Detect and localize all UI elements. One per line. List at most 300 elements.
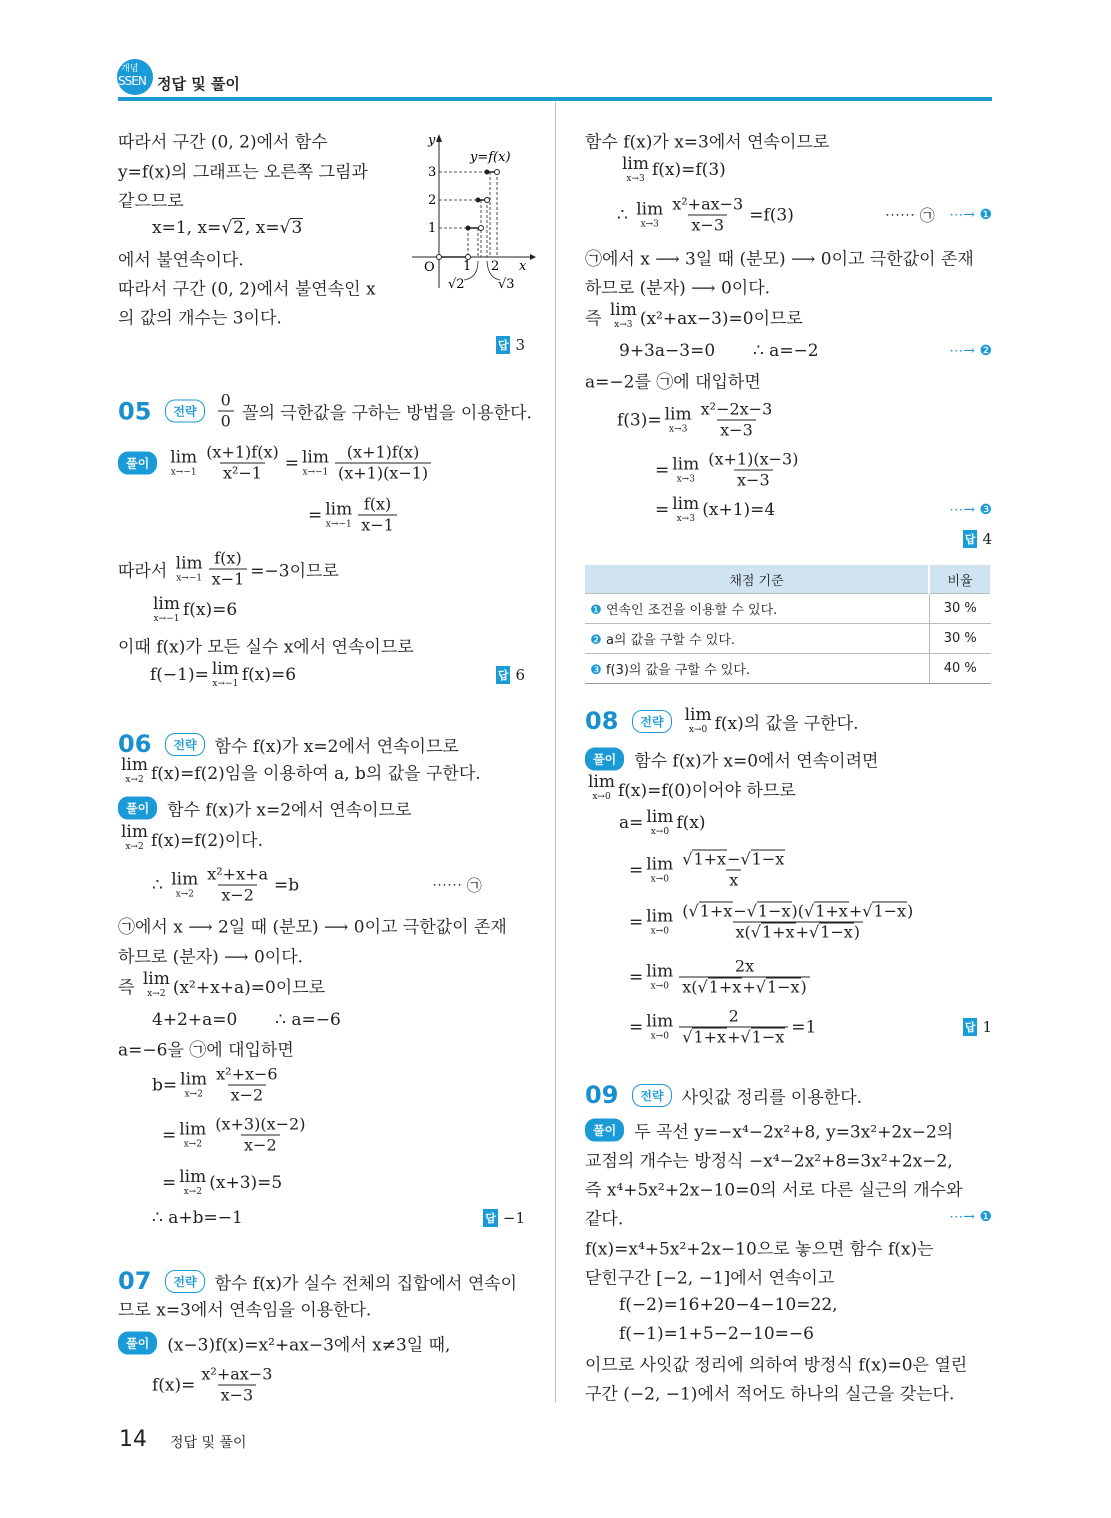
limit [646,809,673,837]
fraction [209,549,248,590]
denominator [679,977,810,998]
lim-label: lim [121,755,148,775]
radical-sign: √ [804,901,815,921]
text: f(−2)=16+20−4−10=22, [619,1295,838,1315]
lim-subscript: x→2 [147,989,166,999]
text-line [617,400,778,441]
radical-sign: √ [862,901,873,921]
text-line [585,1380,954,1405]
text: f(x)=f(3) [652,160,726,180]
text: (x+1)f(x) [346,442,420,462]
math-group [682,902,913,922]
x-tick: 1 [463,259,472,274]
text: = [655,500,670,520]
text: 4+2+a=0 ∴ a=−6 [152,1010,341,1030]
text: 하므로 (분자) ⟶ 0이다. [585,278,771,299]
limit [302,449,329,477]
step-marker-icon: ⋯→ ❷ [949,343,992,359]
table-row [585,654,991,684]
fraction [679,957,810,998]
answer-badge: 답 [496,666,511,684]
lim-label: lim [301,447,329,467]
text: f(x)=x⁴+5x²+2x−10으로 놓으면 함수 f(x)는 [585,1239,934,1260]
problem-number: 08 [585,707,619,735]
text: + [848,901,863,921]
x-tick: 2 [491,259,500,274]
text: f(x)의 값을 구한다. [714,713,859,734]
text-line [152,1365,278,1406]
lim-label: lim [684,705,712,725]
text-line [619,341,819,361]
numerator [726,1007,742,1027]
strategy-badge: 전략 [165,733,204,756]
text-line [152,218,303,238]
numerator [212,1115,308,1135]
radicand: 2 [233,218,244,238]
limit [143,971,170,999]
text-line [118,246,244,271]
text: b= [152,1075,178,1095]
text-line [118,275,376,300]
text-line [629,850,791,891]
text: + [795,922,809,942]
step-marker-icon: ⋯→ ❶ [949,207,992,223]
math-group [682,978,807,998]
text-line [585,1118,953,1143]
text: x=1, x= [152,218,222,238]
column-divider [555,102,556,1402]
text: f(x)=f(2)임을 이용하여 a, b의 값을 구한다. [151,763,481,784]
radicand: 1−x [766,977,800,997]
problem-number: 09 [585,1081,619,1109]
text-line [585,1176,963,1201]
table-header: 비율 [929,565,991,594]
lim-label: lim [121,822,148,842]
numerator [679,850,788,870]
problem-header [118,730,459,758]
logo-bottom: SSEN [118,74,146,88]
lim-label: lim [179,1167,207,1187]
square-root [682,1028,727,1048]
text-line [152,865,299,906]
lim-subscript: x→0 [650,981,669,991]
text: x²+x+a [207,864,269,884]
y-axis-label: y [428,133,436,148]
text: =1 [791,1017,817,1037]
limit [646,1013,673,1041]
text: x−3 [737,470,770,490]
radicand: 1+x [708,977,742,997]
lim-label: lim [672,454,700,474]
problem-number: 07 [118,1267,152,1295]
text: + [727,1027,741,1047]
text-line [585,1205,623,1230]
lim-label: lim [588,772,615,792]
numerator [211,549,244,569]
radicand: 1+x [699,901,733,921]
text: = [629,860,644,880]
text: x−1 [211,569,245,589]
limit [665,406,692,434]
square-root [809,923,854,943]
text: 9+3a−3=0 ∴ a=−2 [619,341,819,361]
text: 함수 f(x)가 x=2에서 연속이므로 [167,800,412,821]
text: ( [682,901,689,921]
text-line [118,1296,371,1321]
text: + [742,977,756,997]
lim-label: lim [179,1119,207,1139]
text: (x²+x+a)=0이므로 [172,977,326,998]
text: = [629,967,644,987]
text: x²+ax−3 [672,194,744,214]
text-line [118,187,184,212]
limit [636,201,663,229]
lim-subscript: x→0 [592,792,611,802]
denominator [218,1385,257,1406]
radical-sign: √ [746,901,757,921]
page-number: 14 [119,1427,147,1452]
denominator [679,1027,788,1048]
text: x²−1 [222,463,262,483]
y-tick: 3 [428,165,437,180]
text: 교점의 개수는 방정식 −x⁴−2x²+8=3x²+2x−2, [585,1151,953,1172]
text: x²+ax−3 [201,1364,273,1384]
text-line [118,913,507,938]
text-line [585,1235,934,1260]
step-number-icon: ❶ [590,603,602,618]
fraction [679,1007,788,1048]
text: =f(3) [749,205,794,225]
text-line [617,195,794,236]
text: 0 [220,390,231,410]
text-line [585,1351,967,1376]
numerator [203,443,282,463]
text: f(x) [363,494,392,514]
radicand: 1+x [815,901,848,921]
radicand: 1−x [820,922,853,942]
lim-label: lim [646,807,674,827]
grading-criteria-table [585,565,992,684]
lim-subscript: x→−1 [153,614,180,624]
text: 따라서 [118,561,173,582]
limit [153,596,180,624]
table-row [585,594,991,624]
lim-label: lim [325,499,353,519]
square-root [747,902,792,922]
text: ㉠에서 x ⟶ 2일 때 (분모) ⟶ 0이고 극한값이 존재 [118,917,507,938]
answer-badge: 답 [963,530,978,548]
radicand: 1−x [751,849,785,869]
text-line [619,809,706,837]
text: = [284,453,299,473]
radical-sign: √ [740,849,751,869]
radicand: 1+x [693,1027,727,1047]
lim-label: lim [646,1011,674,1031]
limit [646,963,673,991]
strategy-badge: 전략 [632,710,671,733]
answer-badge: 답 [483,1209,498,1227]
fraction [198,1365,275,1406]
lim-subscript: x→0 [650,874,669,884]
denominator [734,470,773,491]
numerator [698,400,776,420]
square-root [221,218,245,238]
text: 2x [734,956,755,976]
radicand: 1−x [757,901,791,921]
text-line [118,1331,450,1356]
text: 즉 [118,977,140,998]
lim-subscript: x→3 [640,219,659,229]
text: 따라서 구간 (0, 2)에서 불연속인 x [118,279,376,300]
lim-subscript: x→−1 [325,519,352,529]
limit [325,501,352,529]
text: 즉 [585,308,607,329]
denominator [688,215,727,236]
text: (x+3)(x−2) [215,1114,306,1134]
text-line [585,245,974,270]
strategy-badge: 전략 [632,1084,671,1107]
square-root [862,902,907,922]
radical-sign: √ [279,218,291,238]
text: 함수 f(x)가 x=3에서 연속이므로 [585,132,830,153]
lim-label: lim [171,869,199,889]
limit [610,302,637,330]
text: ㉠에서 x ⟶ 3일 때 (분모) ⟶ 0이고 극한값이 존재 [585,249,974,270]
answer [496,336,525,354]
text: x( [735,922,751,942]
square-root [698,978,743,998]
text-line [118,796,411,821]
fraction [679,850,788,891]
limit [171,871,198,899]
text: y=f(x)의 그래프는 오른쪽 그림과 [118,162,368,183]
limit [170,449,197,477]
text-line [585,274,770,299]
lim-label: lim [211,659,239,679]
text-line [152,1065,284,1106]
text: = [655,460,670,480]
text: 닫힌구간 [−2, −1]에서 연속이고 [585,1268,835,1289]
text: 므로 x=3에서 연속임을 이용한다. [118,1300,372,1321]
radical-sign: √ [697,977,708,997]
lim-subscript: x→0 [650,827,670,837]
text: (x+1)=4 [702,500,776,520]
text-line [585,302,803,330]
text-line [118,304,282,329]
solution-badge: 풀이 [118,1332,157,1355]
numerator [344,443,423,463]
text: = [162,1125,177,1145]
fraction [679,902,916,943]
ratio-cell: 30 % [929,594,991,624]
text: (x+1)(x−1) [337,463,429,483]
denominator [228,1085,267,1106]
radicand: 1+x [693,849,727,869]
problem-header [585,1081,862,1109]
lim-label: lim [170,447,198,467]
denominator [726,870,741,891]
text: 두 곡선 y=−x⁴−2x²+8, y=3x²+2x−2의 [634,1122,954,1143]
limit [180,1071,207,1099]
limit [179,1169,206,1197]
fraction [218,391,234,432]
text-line [585,128,829,153]
denominator [209,569,248,590]
text: , x= [244,218,280,238]
text: f(x) [214,548,242,568]
logo-top: 개념 [121,64,139,74]
radicand: 1−x [873,901,907,921]
limit [179,1121,206,1149]
lim-subscript: x→0 [650,926,669,936]
limit [622,156,649,184]
text: )( [791,901,805,921]
answer-value: 3 [515,336,525,354]
text-line [585,1147,953,1172]
table-row [585,624,991,654]
text-line [619,1324,814,1344]
numerator [361,495,394,515]
lim-label: lim [153,594,180,614]
problem-number: 06 [118,730,152,758]
text: 에서 불연속이다. [118,250,244,271]
lim-subscript: x→0 [650,1031,669,1041]
radical-sign: √ [682,849,693,869]
problem-header [585,707,858,735]
lim-label: lim [609,300,637,320]
text: x²−2x−3 [700,399,773,419]
fraction [204,865,271,906]
ratio-cell: 40 % [929,654,991,684]
y-tick: 2 [428,193,437,208]
text-line [118,549,339,590]
radical-sign: √ [755,977,766,997]
strategy-badge: 전략 [165,400,204,423]
text: f(x)= [152,1375,196,1395]
denominator [220,463,265,484]
solution-badge: 풀이 [118,797,157,820]
text: =−3이므로 [250,561,339,582]
fraction [335,443,431,484]
text: 함수 f(x)가 실수 전체의 집합에서 연속이 [214,1273,518,1294]
text-line [585,368,761,393]
fraction [213,1065,280,1106]
numerator [213,1065,280,1085]
text: = [629,1017,644,1037]
text: f(3)= [617,410,662,430]
lim-subscript: x→−1 [302,467,329,477]
text: 따라서 구간 (0, 2)에서 함수 [118,132,328,153]
text-line [118,128,328,153]
equation-tag: ⋯⋯ ㉠ [432,876,482,895]
lim-label: lim [646,906,674,926]
answer-badge: 답 [963,1018,978,1036]
answer-badge: 답 [496,336,511,354]
text: ∴ [617,205,634,225]
text-line [152,1010,341,1030]
denominator [241,1135,280,1156]
x-tick-root3: √3 [498,277,515,292]
text: 함수 f(x)가 x=0에서 연속이려면 [634,751,879,772]
square-root [682,850,727,870]
y-tick: 1 [428,221,437,236]
lim-label: lim [646,961,674,981]
text-line [118,943,303,968]
radicand: 3 [291,218,303,238]
lim-subscript: x→2 [125,842,144,852]
fraction [669,195,746,236]
ratio-cell: 30 % [929,624,991,654]
text: a=−2를 ㉠에 대입하면 [585,372,761,393]
text-line [118,443,434,484]
answer [496,666,525,684]
criterion-text: a의 값을 구할 수 있다. [605,633,736,648]
text: 같으므로 [118,191,184,212]
square-root [740,1028,785,1048]
text: ∴ [152,875,169,895]
radicand: 1+x [761,922,795,942]
denominator [358,515,397,536]
text: x−3 [691,215,725,235]
step-marker-icon: ⋯→ ❸ [949,502,992,518]
square-root [804,902,849,922]
lim-subscript: x→2 [125,775,144,785]
answer-value: 6 [515,666,525,684]
denominator [717,420,756,441]
text: 의 값의 개수는 3이다. [118,308,282,329]
text: a=−6을 ㉠에 대입하면 [118,1040,294,1061]
lim-subscript: x→2 [184,1089,203,1099]
text: x−1 [361,515,394,535]
answer [963,530,992,548]
limit [646,908,673,936]
logo [117,59,153,95]
lim-subscript: x→2 [175,889,194,899]
text: − [733,901,747,921]
text: x( [682,977,698,997]
numerator [218,391,234,411]
limit [176,555,203,583]
lim-label: lim [646,854,674,874]
limit [672,496,699,524]
text: − [727,849,741,869]
text: (x+1)f(x) [206,442,279,462]
header-title: 정답 및 풀이 [157,75,240,93]
footer-title: 정답 및 풀이 [170,1435,247,1451]
lim-subscript: x→−1 [170,467,197,477]
lim-label: lim [636,199,664,219]
text-line [619,156,726,184]
text: = [162,1173,177,1193]
limit [121,757,148,785]
math-group [682,1028,785,1048]
text: (x+3)=5 [209,1173,283,1193]
text: x−2 [221,885,254,905]
denominator [335,463,431,484]
text-line [162,1169,282,1197]
text: f(x)=6 [241,665,297,685]
solution-badge: 풀이 [118,452,157,475]
text: 2 [728,1006,739,1026]
lim-subscript: x→3 [614,320,633,330]
fraction [705,450,801,491]
limit [685,707,712,735]
math-group [682,850,785,870]
text: a= [619,813,644,833]
equation-tag: ⋯⋯ ㉠ [885,206,935,225]
text: f(−1)= [150,665,209,685]
step-number-icon: ❷ [590,633,602,648]
